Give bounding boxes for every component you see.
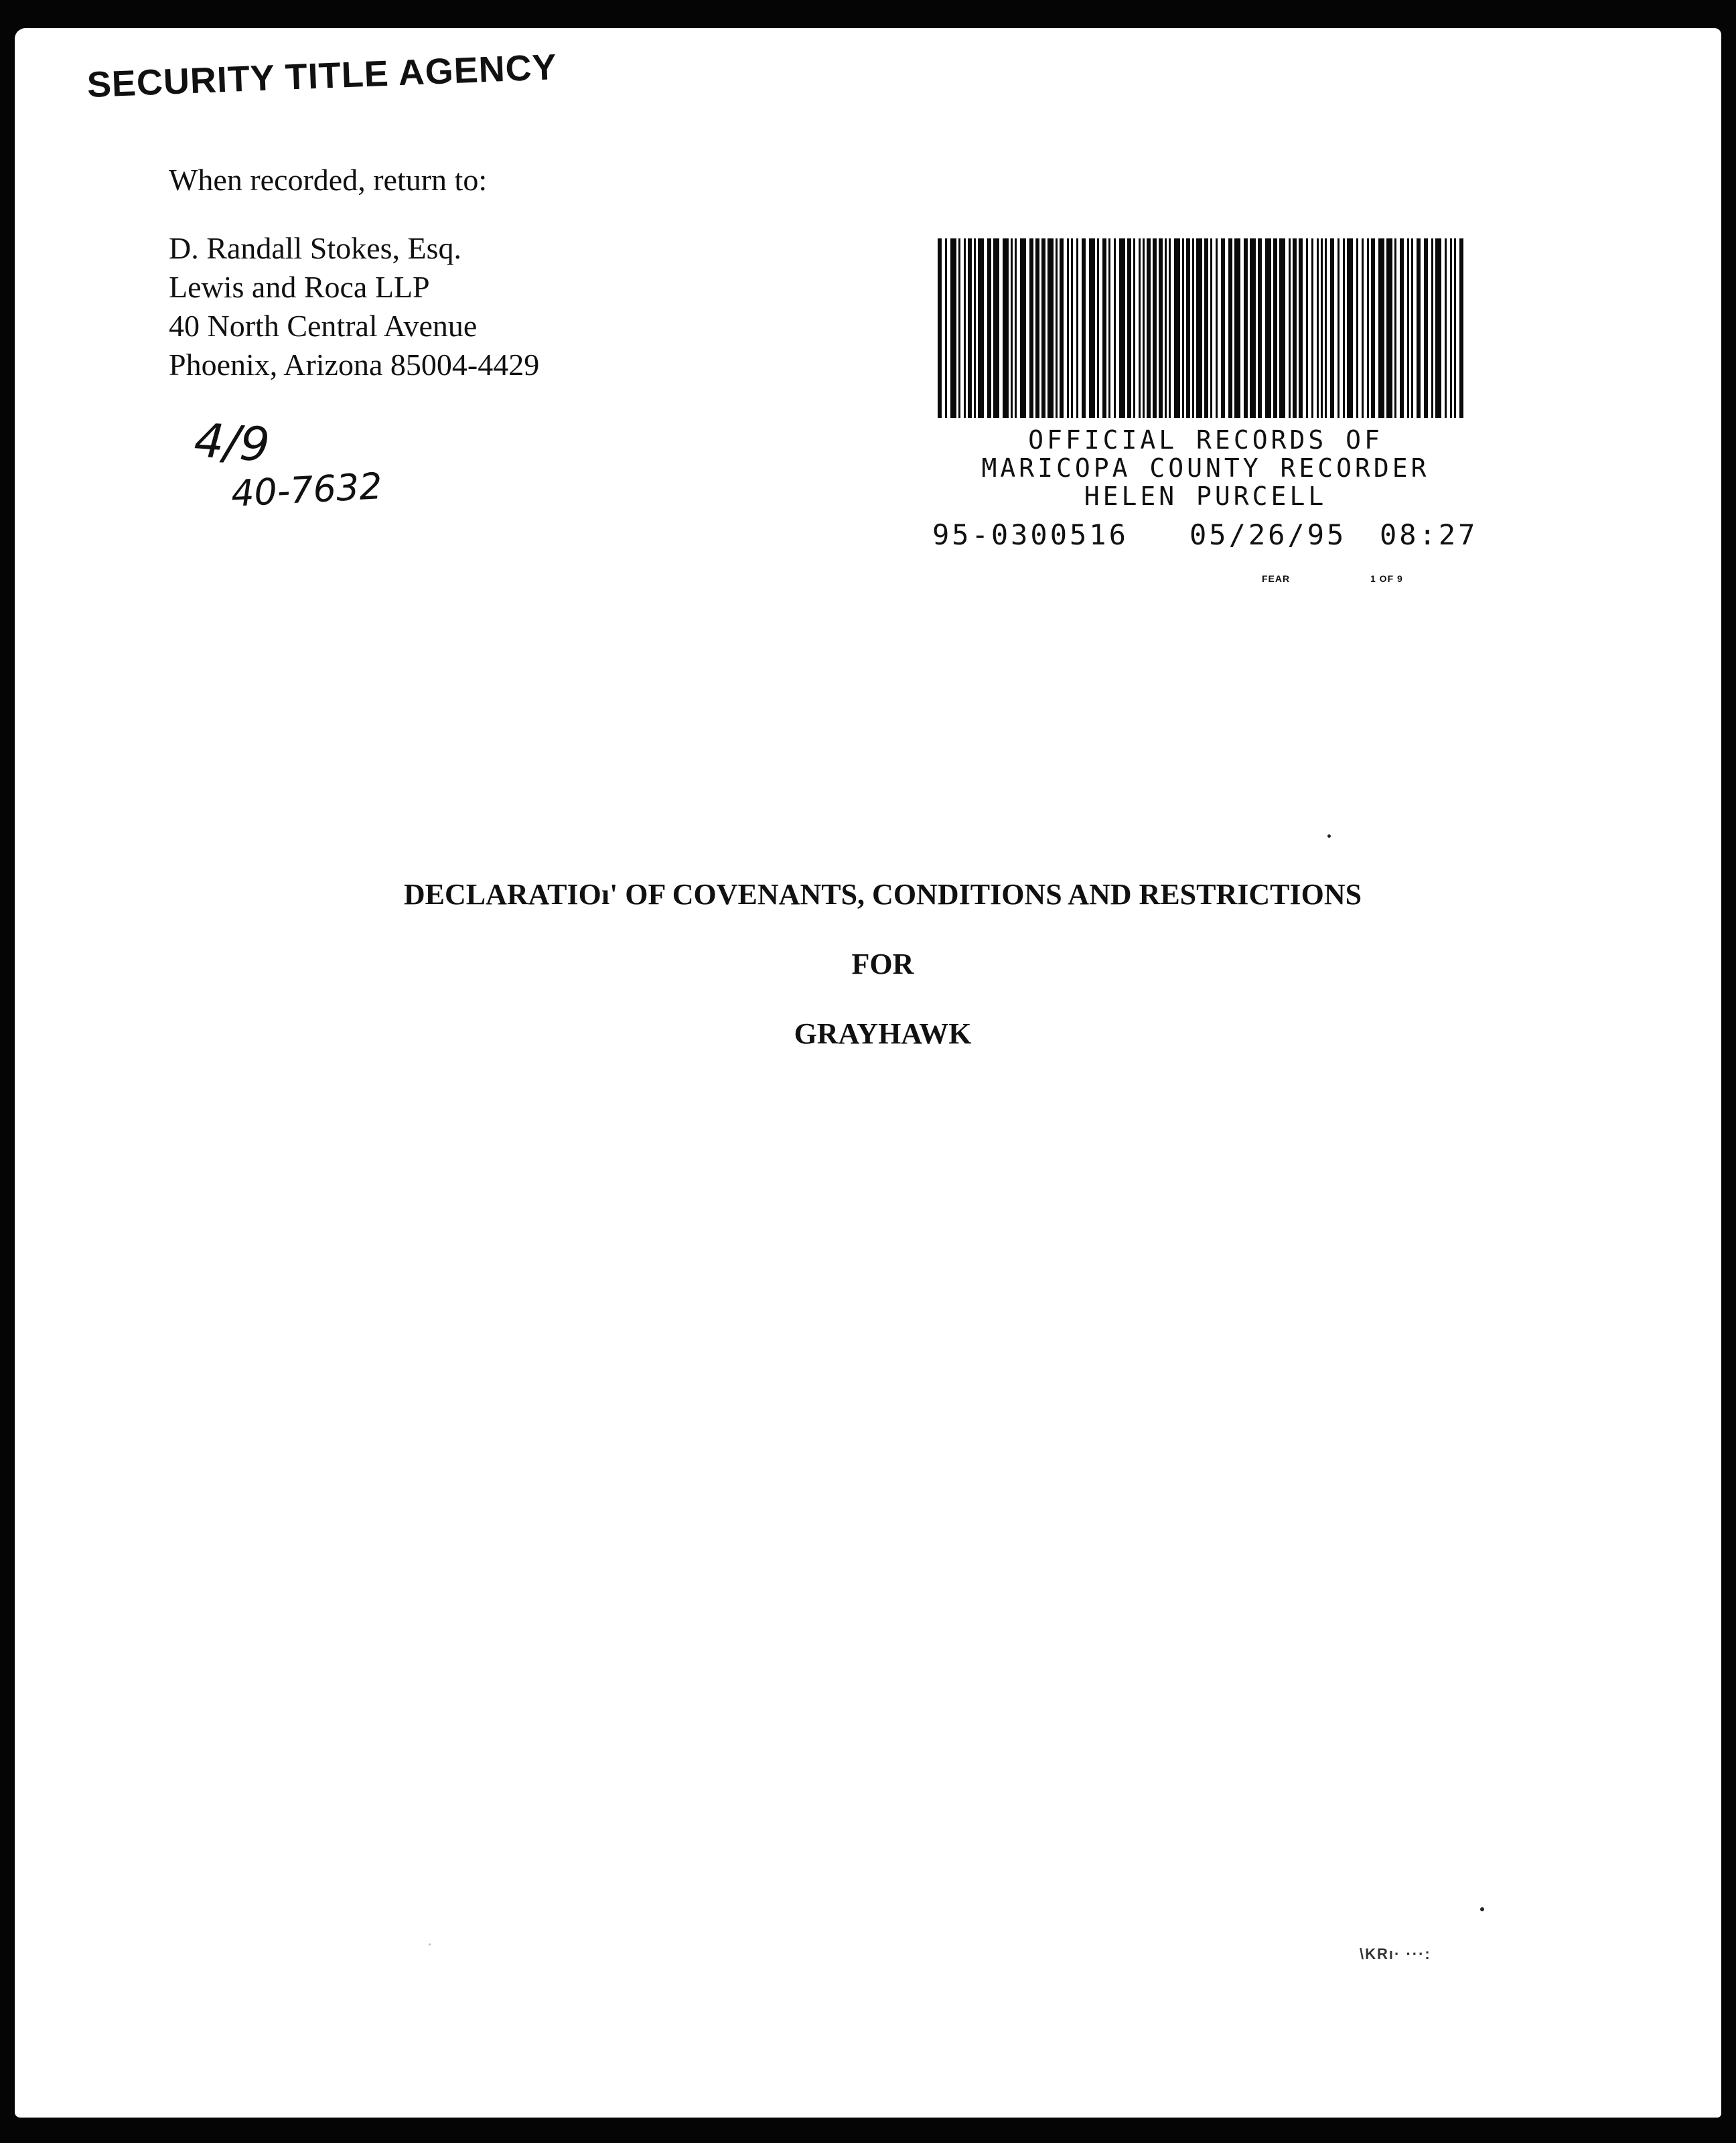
recording-number: 95-0300516 — [932, 518, 1129, 551]
return-address — [169, 229, 539, 384]
fee-label: FEAR — [1262, 573, 1291, 584]
recording-time: 08:27 — [1380, 518, 1478, 551]
address-line-firm: Lewis and Roca LLP — [169, 270, 430, 304]
return-to-label: When recorded, return to: — [169, 163, 488, 197]
document-title: DECLARATIOı' OF COVENANTS, CONDITIONS AND RESTRICTIONS — [403, 878, 1362, 911]
scan-speck — [1480, 1907, 1484, 1911]
footer-code: \KRı· ···: — [1360, 1945, 1431, 1962]
document-title-name: GRAYHAWK — [794, 1017, 972, 1050]
recorder-line-official: OFFICIAL RECORDS OF — [1028, 425, 1383, 455]
recorder-line-county: MARICOPA COUNTY RECORDER — [981, 453, 1430, 483]
scan-speck — [1327, 834, 1331, 838]
document-title-for: FOR — [851, 948, 914, 980]
handwritten-note-1: 4/9 — [192, 413, 272, 473]
agency-stamp: SECURITY TITLE AGENCY — [86, 47, 558, 105]
scan-speck — [429, 1943, 431, 1945]
address-line-name: D. Randall Stokes, Esq. — [169, 231, 461, 265]
recording-date: 05/26/95 — [1189, 518, 1347, 551]
recorder-line-name: HELEN PURCELL — [1084, 482, 1327, 511]
barcode-graphic — [936, 238, 1469, 418]
handwritten-note-2: 40-7632 — [230, 465, 384, 515]
recorder-block — [924, 426, 1487, 510]
address-line-city: Phoenix, Arizona 85004-4429 — [169, 348, 540, 382]
address-line-street: 40 North Central Avenue — [169, 309, 478, 343]
page-count-label: 1 OF 9 — [1370, 573, 1403, 584]
